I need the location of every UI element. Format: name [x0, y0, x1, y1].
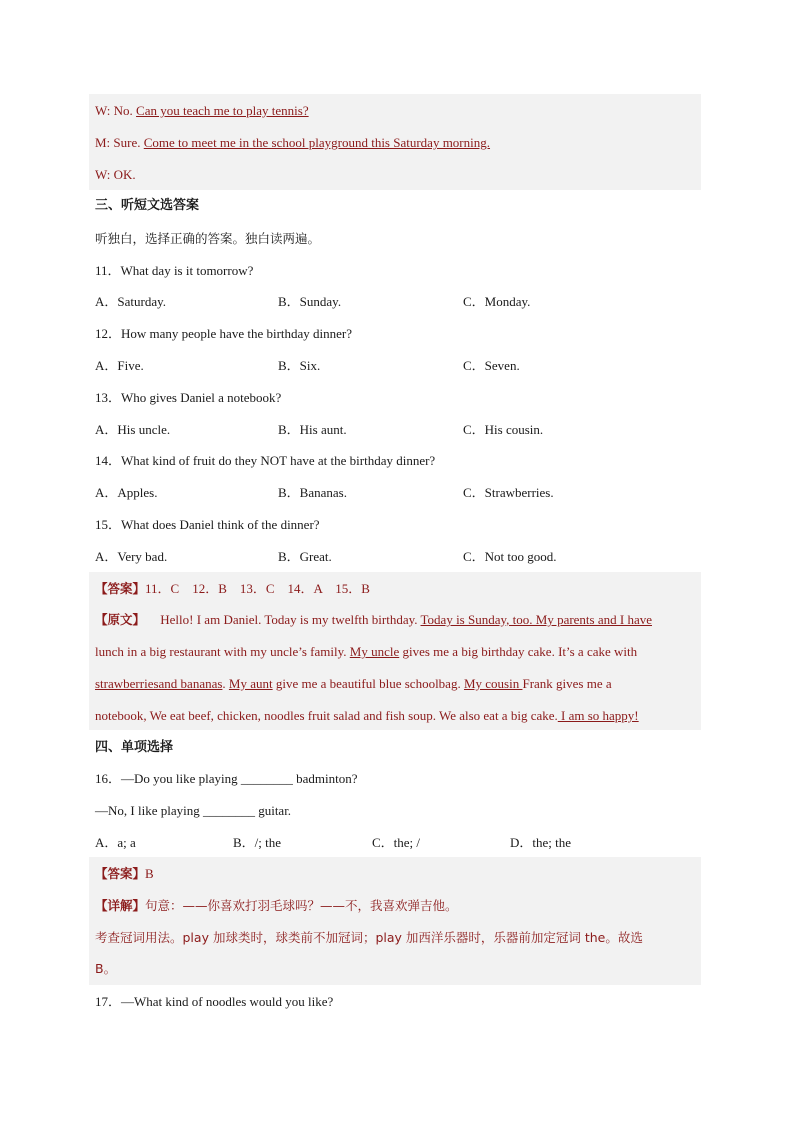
- question-13: 13．Who gives Daniel a notebook?: [95, 390, 282, 405]
- original-line-4: [95, 708, 639, 724]
- original-text-2b: gives me a big birthday cake. It’s a cake with: [399, 644, 638, 659]
- q13-option-c: C．His cousin.: [463, 422, 544, 437]
- original-text-2u: My uncle: [349, 644, 400, 659]
- q16-option-c: C．the; /: [372, 835, 421, 850]
- question-12: 12．How many people have the birthday dinner?: [95, 326, 353, 341]
- q13-option-a: A．His uncle.: [95, 422, 171, 437]
- q11-option-c: C．Monday.: [463, 294, 531, 309]
- original-text-1u: Today is Sunday, too. My parents and I have: [420, 612, 652, 627]
- q16-explain-line-2: B。: [95, 961, 117, 976]
- dialogue-text-2: Come to meet me in the school playground this Saturday morning.: [143, 135, 491, 150]
- original-line-1: [95, 612, 652, 628]
- original-text-2a: lunch in a big restaurant with my uncle’s family.: [95, 644, 350, 659]
- q16-option-b: B．/; the: [233, 835, 282, 850]
- q16-answer-shade: [89, 857, 701, 985]
- original-text-3u3: My cousin: [463, 676, 523, 691]
- q15-option-b: B．Great.: [278, 549, 332, 564]
- original-text-3u1: strawberriesand bananas: [95, 676, 223, 691]
- q16-explain-line-1: 考查冠词用法。play 加球类时，球类前不加冠词；play 加西洋乐器时，乐器前加定冠词 the。故选: [95, 930, 643, 945]
- original-text-1a: Hello! I am Daniel. Today is my twelfth birthday.: [160, 612, 421, 627]
- q12-option-c: C．Seven.: [463, 358, 520, 373]
- dialogue-text-1: Can you teach me to play tennis?: [136, 103, 309, 118]
- q14-option-b: B．Bananas.: [278, 485, 347, 500]
- q12-option-a: A．Five.: [95, 358, 144, 373]
- answer-tag: 【答案】: [95, 581, 146, 596]
- q14-option-a: A．Apples.: [95, 485, 158, 500]
- question-16-line-1: 16．—Do you like playing ________ badminton?: [95, 771, 358, 786]
- original-tag: 【原文】: [95, 612, 146, 627]
- q16-answer-tag: 【答案】: [95, 866, 146, 881]
- q11-option-b: B．Sunday.: [278, 294, 342, 309]
- dialogue-line-1: [95, 103, 309, 119]
- section3-heading: 三、听短文选答案: [95, 198, 200, 213]
- speaker-m: M: Sure.: [95, 135, 141, 150]
- answer-text: 11．C 12．B 13．C 14．A 15．B: [145, 581, 370, 596]
- q15-option-c: C．Not too good.: [463, 549, 557, 564]
- question-16-line-2: —No, I like playing ________ guitar.: [95, 803, 292, 818]
- original-text-3a: .: [222, 676, 229, 691]
- section3-instruction: 听独白，选择正确的答案。独白读两遍。: [95, 231, 321, 246]
- dialogue-line-2: [95, 135, 490, 151]
- section4-heading: 四、单项选择: [95, 740, 174, 755]
- q16-option-d: D．the; the: [510, 835, 572, 850]
- q16-detail-tag: 【详解】: [95, 898, 146, 913]
- speaker-w: W: No.: [95, 103, 133, 118]
- question-11: 11．What day is it tomorrow?: [95, 263, 254, 278]
- q16-answer: [95, 866, 154, 882]
- original-text-3b: give me a beautiful blue schoolbag.: [272, 676, 464, 691]
- q12-option-b: B．Six.: [278, 358, 321, 373]
- original-line-3: [95, 676, 612, 692]
- q16-answer-text: B: [145, 866, 154, 881]
- q16-option-a: A．a; a: [95, 835, 136, 850]
- q14-option-c: C．Strawberries.: [463, 485, 554, 500]
- question-15: 15．What does Daniel think of the dinner?: [95, 517, 320, 532]
- original-text-3u2: My aunt: [228, 676, 273, 691]
- section3-answer: [95, 581, 370, 597]
- original-text-4a: notebook, We eat beef, chicken, noodles fruit salad and fish soup. We also eat a big cake.: [95, 708, 558, 723]
- question-14: 14．What kind of fruit do they NOT have at the birthday dinner?: [95, 453, 436, 468]
- q16-detail: [95, 898, 458, 914]
- original-line-2: [95, 644, 637, 660]
- dialogue-line-3: W: OK.: [95, 167, 136, 182]
- q16-detail-text: 句意：——你喜欢打羽毛球吗？——不，我喜欢弹吉他。: [145, 898, 458, 913]
- original-text-3c: Frank gives me a: [522, 676, 612, 691]
- question-17-line-1: 17．—What kind of noodles would you like?: [95, 994, 334, 1009]
- original-text-4u: I am so happy!: [557, 708, 639, 723]
- q15-option-a: A．Very bad.: [95, 549, 168, 564]
- q11-option-a: A．Saturday.: [95, 294, 167, 309]
- q13-option-b: B．His aunt.: [278, 422, 347, 437]
